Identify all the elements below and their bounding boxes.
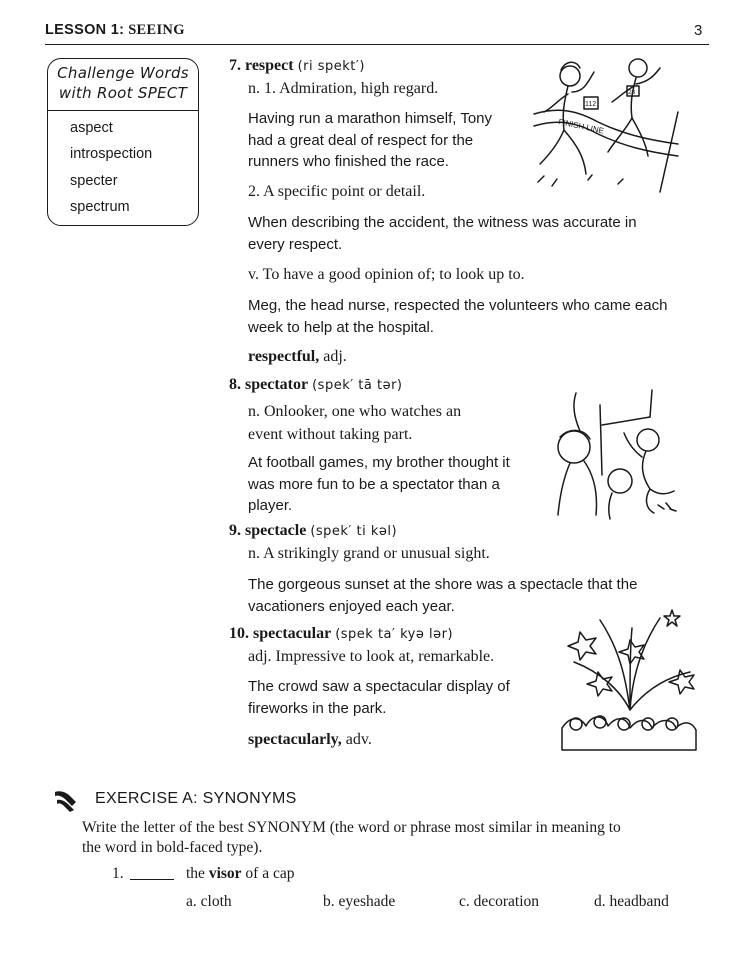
example-line: The gorgeous sunset at the shore was a spectacle that the — [248, 576, 638, 593]
answer-option-d[interactable]: d. headband — [594, 893, 669, 910]
entry-number: 7. — [229, 57, 241, 74]
entry-pronunciation: (spek′ ti kəl) — [310, 524, 398, 539]
entry-spectacular-heading — [229, 625, 453, 643]
derived-pos: adv. — [345, 731, 372, 748]
example-line: player. — [248, 497, 293, 514]
example-line: was more fun to be a spectator than a — [248, 475, 500, 493]
example-line: At football games, my brother thought it — [248, 454, 510, 471]
page-number: 3 — [694, 22, 703, 39]
question-stem — [186, 865, 294, 883]
pencil-icon — [52, 786, 80, 814]
challenge-word: spectrum — [70, 199, 130, 215]
example-line: every respect. — [248, 235, 343, 253]
exercise-instructions — [82, 818, 722, 858]
entry-number: 10. — [229, 625, 249, 642]
exercise-title: EXERCISE A: SYNONYMS — [95, 790, 297, 807]
definition: n. 1. Admiration, high regard. — [248, 80, 439, 97]
answer-option-c[interactable]: c. decoration — [459, 893, 540, 910]
derived-word: spectacularly, — [248, 731, 342, 748]
derived-word: respectful, — [248, 348, 320, 365]
instruction-line: Write the letter of the best SYNONYM (the word or phrase most similar in meaning to — [82, 819, 621, 836]
example-sentence — [248, 295, 667, 338]
challenge-title-line2: with Root SPECT — [58, 84, 188, 102]
example-line: fireworks in the park. — [248, 699, 387, 717]
definition — [248, 400, 461, 446]
answer-option-b[interactable]: b. eyeshade — [323, 893, 396, 910]
runners-illustration — [528, 52, 696, 197]
entry-pronunciation: (ri spekt′) — [297, 59, 365, 74]
challenge-word: introspection — [70, 146, 153, 162]
fireworks-illustration — [560, 600, 700, 752]
question-number: 1. — [112, 865, 124, 882]
example-sentence — [248, 108, 492, 173]
definition: v. To have a good opinion of; to look up to. — [248, 266, 525, 283]
derived-form — [248, 731, 372, 749]
instruction-line: the word in bold-faced type). — [82, 839, 263, 856]
example-line: When describing the accident, the witness was accurate in — [248, 214, 637, 231]
example-line: had a great deal of respect for the — [248, 131, 474, 149]
example-sentence — [248, 452, 510, 517]
definition: 2. A specific point or detail. — [248, 183, 426, 200]
banner-text: FINISH LINE — [557, 117, 605, 136]
entry-respect-heading — [229, 57, 365, 75]
example-line: Having run a marathon himself, Tony — [248, 110, 493, 127]
answer-blank[interactable] — [130, 879, 174, 880]
challenge-words-box — [47, 58, 199, 226]
derived-form — [248, 348, 347, 366]
entry-pronunciation: (spek′ tā tər) — [312, 378, 403, 393]
stem-keyword: visor — [208, 865, 242, 882]
entry-pronunciation: (spek ta′ kyə lər) — [335, 627, 454, 642]
entry-word: spectacular — [253, 625, 332, 642]
example-line: Meg, the head nurse, respected the volunteers who came each — [248, 297, 668, 314]
entry-spectacle-heading — [229, 522, 397, 540]
derived-pos: adj. — [323, 348, 347, 365]
stem-text: of a cap — [245, 865, 295, 882]
stem-text: the — [186, 865, 205, 882]
definition: n. A strikingly grand or unusual sight. — [248, 545, 490, 562]
example-sentence — [248, 212, 637, 255]
challenge-box-title — [48, 63, 198, 103]
entry-number: 8. — [229, 376, 241, 393]
runner-bib-number: 112 — [585, 101, 597, 108]
lesson-header — [45, 22, 185, 39]
entry-word: spectacle — [245, 522, 307, 539]
definition: adj. Impressive to look at, remarkable. — [248, 648, 495, 665]
answer-option-a[interactable]: a. cloth — [186, 893, 232, 910]
example-line: week to help at the hospital. — [248, 318, 434, 336]
lesson-label: LESSON 1: — [45, 22, 125, 38]
example-sentence — [248, 676, 510, 719]
challenge-title-line1: Challenge Words — [57, 64, 189, 82]
header-divider — [45, 44, 709, 45]
entry-word: spectator — [245, 376, 309, 393]
lesson-title: SEEING — [128, 22, 185, 38]
example-line: The crowd saw a spectacular display of — [248, 678, 510, 695]
example-line: runners who finished the race. — [248, 153, 449, 170]
football-spectators-illustration — [550, 385, 690, 520]
runner-bib-number: 23 — [628, 89, 636, 96]
entry-number: 9. — [229, 522, 241, 539]
challenge-box-divider — [48, 110, 198, 111]
definition-line: event without taking part. — [248, 426, 413, 443]
example-line: vacationers enjoyed each year. — [248, 597, 455, 615]
challenge-word: aspect — [70, 120, 113, 136]
challenge-word: specter — [70, 173, 118, 189]
entry-spectator-heading — [229, 376, 403, 394]
entry-word: respect — [245, 57, 294, 74]
definition-line: n. Onlooker, one who watches an — [248, 403, 462, 420]
